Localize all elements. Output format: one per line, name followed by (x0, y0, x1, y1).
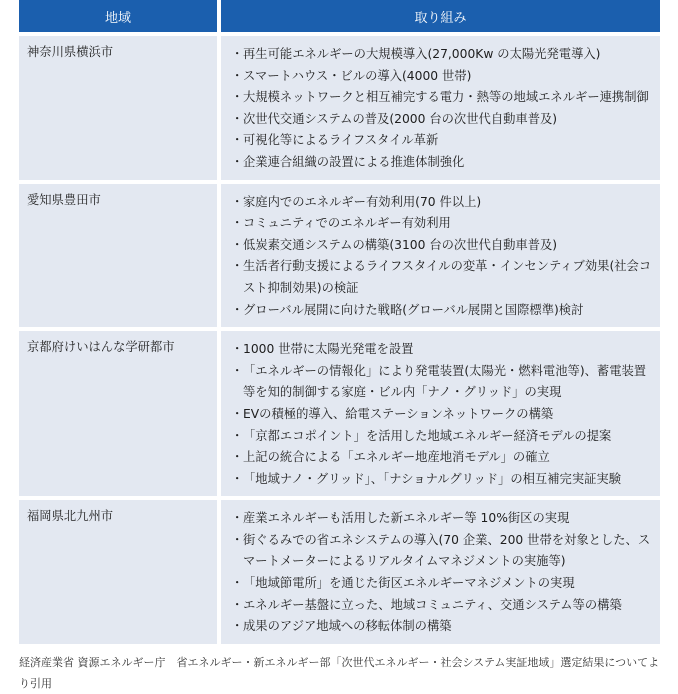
bullet: ・ (231, 90, 244, 105)
efforts-cell (221, 331, 660, 496)
table-row (19, 331, 660, 496)
header-region: 地域 (104, 10, 131, 26)
bullet: ・ (231, 576, 244, 591)
item-text: スマートハウス・ビルの導入(4000 世帯) (243, 68, 472, 83)
bullet: ・ (231, 471, 244, 486)
list-item (231, 339, 652, 361)
bullet: ・ (231, 133, 244, 148)
item-text: 成果のアジア地域への移転体制の構築 (243, 619, 452, 634)
item-text: EVの積極的導入、給電ステーションネットワークの構築 (243, 406, 554, 421)
list-item (231, 426, 652, 448)
list-item (231, 256, 652, 299)
bullet: ・ (231, 511, 244, 526)
efforts-cell (221, 500, 660, 644)
bullet: ・ (231, 194, 244, 209)
header-efforts: 取り組み (414, 10, 467, 26)
bullet: ・ (231, 342, 244, 357)
bullet: ・ (231, 47, 244, 61)
item-text: 家庭内でのエネルギー有効利用(70 件以上) (243, 194, 482, 209)
list-item (231, 530, 652, 573)
bullet: ・ (231, 216, 244, 231)
region-cell: 神奈川県横浜市 (27, 45, 114, 59)
item-text: 可視化等によるライフスタイル革新 (243, 133, 439, 148)
region-cell: 福岡県北九州市 (27, 509, 114, 524)
bullet: ・ (231, 597, 244, 612)
table-header (19, 0, 660, 32)
list-item (231, 508, 652, 530)
bullet: ・ (231, 363, 244, 378)
bullet: ・ (231, 450, 244, 465)
bullet: ・ (231, 302, 244, 317)
item-text: コミュニティでのエネルギー有効利用 (243, 216, 451, 231)
item-text: 「エネルギーの情報化」により発電装置(太陽光・燃料電池等)、蓄電装置等を知的制御する家庭・ビル内「ナノ・グリッド」の実現 (243, 363, 647, 400)
list-item (231, 595, 652, 617)
item-text: 産業エネルギーも活用した新エネルギー等 10%街区の実現 (243, 511, 570, 526)
item-text: 「地域ナノ・グリッド」、「ナショナルグリッド」の相互補完実証実験 (243, 471, 622, 486)
bullet: ・ (231, 428, 244, 443)
bullet: ・ (231, 154, 244, 169)
list-item (231, 447, 652, 469)
item-text: エネルギー基盤に立った、地域コミュニティ、交通システム等の構築 (243, 597, 622, 612)
list-item (231, 616, 652, 638)
bullet: ・ (231, 259, 244, 274)
table-row (19, 184, 660, 328)
table-row (19, 500, 660, 644)
bullet: ・ (231, 406, 244, 421)
item-text: 大規模ネットワークと相互補完する電力・熱等の地域エネルギー連携制御 (243, 90, 649, 105)
item-text: 1000 世帯に太陽光発電を設置 (243, 342, 414, 357)
list-item (231, 213, 652, 235)
item-text: 生活者行動支援によるライフスタイルの変革・インセンティブ効果(社会コスト抑制効果)の検証 (243, 259, 652, 295)
list-item (231, 109, 652, 131)
list-item (231, 152, 652, 174)
list-item (231, 300, 652, 322)
item-text: 低炭素交通システムの構築(3100 台の次世代自動車普及) (243, 237, 558, 252)
item-text: 「地域節電所」を通じた街区エネルギーマネジメントの実現 (243, 576, 575, 591)
item-text: 上記の統合による「エネルギー地産地消モデル」の確立 (243, 450, 550, 465)
item-text: 企業連合組織の設置による推進体制強化 (243, 154, 465, 169)
efforts-cell (221, 36, 660, 180)
bullet: ・ (231, 619, 244, 634)
initiatives-table (19, 0, 660, 644)
list-item (231, 404, 652, 426)
bullet: ・ (231, 237, 244, 252)
list-item (231, 44, 652, 66)
list-item (231, 130, 652, 152)
source-note: 経済産業省 資源エネルギー庁 省エネルギー・新エネルギー部「次世代エネルギー・社会システム実証地域」選定結果についてより引用 (19, 656, 660, 690)
item-text: 「京都エコポイント」を活用した地域エネルギー経済モデルの提案 (243, 428, 612, 443)
item-text: 再生可能エネルギーの大規模導入(27,000Kw の太陽光発電導入) (243, 47, 601, 61)
item-text: 街ぐるみでの省エネシステムの導入(70 企業、200 世帯を対象とした、スマートメーターによるリアルタイムマネジメントの実施等) (243, 532, 651, 569)
bullet: ・ (231, 111, 244, 126)
list-item (231, 573, 652, 595)
list-item (231, 361, 652, 404)
efforts-cell (221, 184, 660, 328)
list-item (231, 87, 652, 109)
list-item (231, 66, 652, 88)
list-item (231, 192, 652, 214)
bullet: ・ (231, 68, 244, 83)
item-text: 次世代交通システムの普及(2000 台の次世代自動車普及) (243, 111, 558, 126)
region-cell: 京都府けいはんな学研都市 (27, 340, 175, 355)
bullet: ・ (231, 532, 244, 547)
region-cell: 愛知県豊田市 (27, 192, 101, 207)
list-item (231, 235, 652, 257)
table-row (19, 36, 660, 180)
list-item (231, 469, 652, 491)
item-text: グローバル展開に向けた戦略(グローバル展開と国際標準)検討 (243, 302, 584, 317)
